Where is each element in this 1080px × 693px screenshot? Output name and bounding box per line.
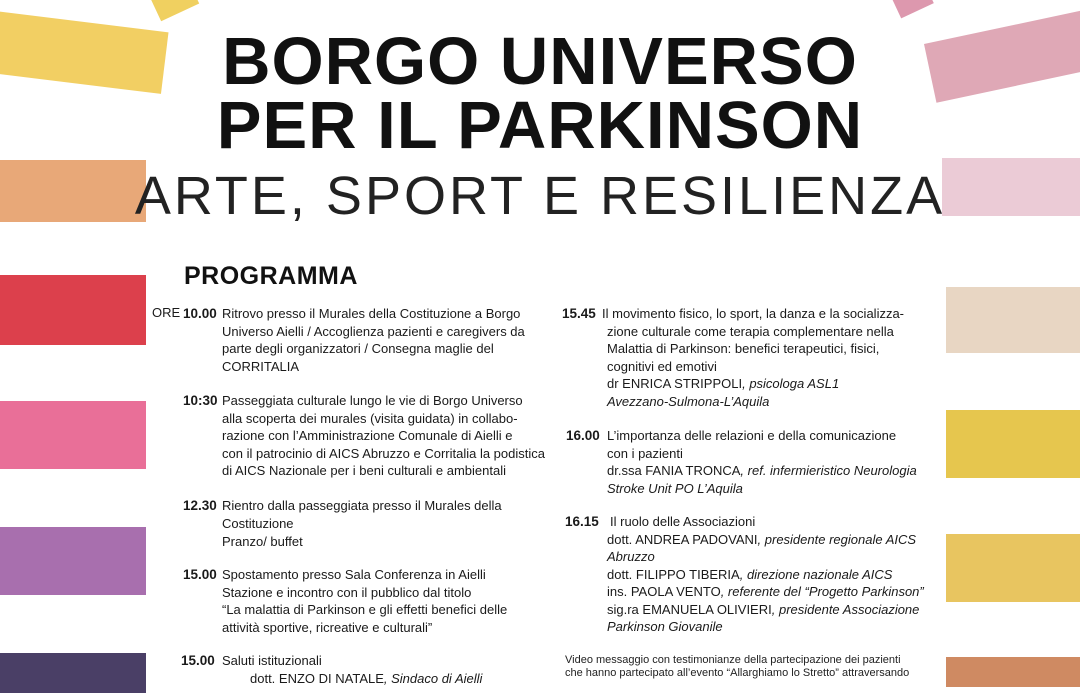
entry-line: Spostamento presso Sala Conferenza in Aielli (222, 567, 486, 582)
deco-bar-right-7 (946, 657, 1080, 687)
deco-bar-right-5 (946, 410, 1080, 478)
entry-time: 15.45 (562, 306, 596, 321)
title-line-1: BORGO UNIVERSO (222, 24, 858, 99)
speaker-name: FANIA TRONCA (645, 463, 741, 478)
entry-line: cognitivi ed emotivi (607, 358, 717, 374)
entry-text (222, 392, 545, 480)
speaker-line (607, 583, 924, 601)
entry-text (607, 513, 924, 636)
speaker-name: ANDREA PADOVANI (635, 531, 758, 547)
deco-bar-left-7 (0, 653, 146, 693)
title-line-2: PER IL PARKINSON (216, 88, 864, 163)
speaker-prefix: sig.ra (607, 601, 643, 617)
speaker-prefix: dott. (607, 566, 636, 582)
speaker-role: Avezzano-Sulmona-L’Aquila (607, 393, 770, 409)
deco-bar-left-4 (0, 275, 146, 345)
speaker-line (602, 375, 904, 393)
entry-time: 10.00 (183, 306, 217, 321)
entry-text (607, 427, 917, 497)
video-note-line: che hanno partecipato all’evento “Allarghiamo lo Stretto” attraversando (565, 667, 910, 679)
video-note (565, 654, 909, 680)
entry-text (222, 566, 507, 636)
entry-time: 15.00 (183, 567, 217, 582)
deco-bar-left-6 (0, 527, 146, 595)
entry-line: Stazione e incontro con il pubblico dal titolo (222, 584, 472, 600)
speaker-prefix: dr.ssa (607, 463, 646, 478)
deco-bar-right-1 (890, 0, 934, 18)
entry-text (602, 305, 904, 410)
speaker-role: , presidente regionale AICS (757, 531, 917, 547)
entry-line: Passeggiata culturale lungo le vie di Borgo Universo (222, 393, 523, 408)
entry-line: zione culturale come terapia complementare nella (607, 323, 894, 339)
speaker-line (607, 601, 924, 619)
entry-line: L’importanza delle relazioni e della comunicazione (607, 428, 897, 443)
entry-text (222, 305, 525, 375)
entry-line: parte degli organizzatori / Consegna maglie del (222, 341, 494, 356)
entry-time: 15.00 (181, 653, 215, 668)
entry-line: CORRITALIA (222, 358, 300, 374)
speaker-name: EMANUELA OLIVIERI (642, 601, 772, 617)
programma-heading: PROGRAMMA (184, 262, 358, 290)
speaker-role: , presidente Associazione (771, 601, 920, 617)
entry-time: 10:30 (183, 393, 218, 408)
subtitle: ARTE, SPORT E RESILIENZA (134, 166, 946, 226)
deco-bar-right-4 (946, 287, 1080, 353)
entry-line: di AICS Nazionale per i beni culturali e ambientali (222, 463, 506, 478)
entry-line: Malattia di Parkinson: benefici terapeutici, fisici, (607, 341, 880, 356)
speaker-line (222, 670, 482, 688)
deco-bar-left-5 (0, 401, 146, 469)
speaker-name: FILIPPO TIBERIA (635, 566, 740, 582)
speaker-name: PAOLA VENTO (630, 584, 721, 599)
speaker-name: dott. ENZO DI NATALE (250, 670, 384, 686)
speaker-role: Abruzzo (607, 549, 655, 564)
entry-line: Il ruolo delle Associazioni (610, 514, 756, 529)
entry-time: 12.30 (183, 498, 217, 513)
conference-title: attività sportive, ricreative e culturali” (222, 619, 433, 635)
entry-line: Ritrovo presso il Murales della Costituzione a Borgo (222, 306, 521, 321)
speaker-line (607, 531, 924, 549)
speaker-role: Parkinson Giovanile (607, 619, 723, 634)
speaker-role: , psicologa ASL1 (742, 376, 840, 391)
speaker-role: Stroke Unit PO L’Aquila (607, 480, 743, 496)
entry-line: Universo Aielli / Accoglienza pazienti e caregivers da (222, 323, 525, 339)
ore-label: ORE (152, 305, 181, 320)
entry-time: 16.00 (566, 428, 600, 443)
speaker-line (607, 566, 924, 584)
video-note-line: Video messaggio con testimonianze della partecipazione dei pazienti (565, 654, 901, 666)
speaker-prefix: dott. (607, 531, 636, 547)
entry-line: razione con l’Amministrazione Comunale di Aielli e (222, 428, 513, 443)
speaker-role: , Sindaco di Aielli (383, 670, 483, 686)
entry-line: Rientro dalla passeggiata presso il Murales della (222, 498, 502, 513)
entry-time: 16.15 (565, 514, 599, 529)
entry-line: alla scoperta dei murales (visita guidata) in collabo- (222, 410, 518, 426)
speaker-prefix: dr (607, 376, 623, 391)
entry-text (222, 652, 482, 687)
conference-title: “La malattia di Parkinson e gli effetti benefici delle (222, 602, 508, 617)
speaker-role: , referente del “Progetto Parkinson” (720, 584, 924, 599)
entry-line: con i pazienti (607, 445, 683, 461)
speaker-line (607, 462, 917, 480)
entry-line: Costituzione (222, 515, 294, 531)
entry-line: con il patrocinio di AICS Abruzzo e Corritalia la podistica (222, 445, 545, 461)
speaker-role: , direzione nazionale AICS (739, 566, 893, 582)
entry-text (222, 497, 502, 551)
speaker-role: , ref. infermieristico Neurologia (740, 463, 917, 478)
deco-bar-right-6 (946, 534, 1080, 602)
entry-line-lunch: Pranzo/ buffet (222, 534, 303, 549)
speaker-name: ENRICA STRIPPOLI (622, 376, 743, 391)
deco-bar-left-1 (147, 0, 199, 21)
entry-line: Il movimento fisico, lo sport, la danza e la socializza- (602, 306, 905, 321)
speaker-prefix: ins. (607, 584, 631, 599)
entry-line: Saluti istituzionali (222, 653, 322, 668)
